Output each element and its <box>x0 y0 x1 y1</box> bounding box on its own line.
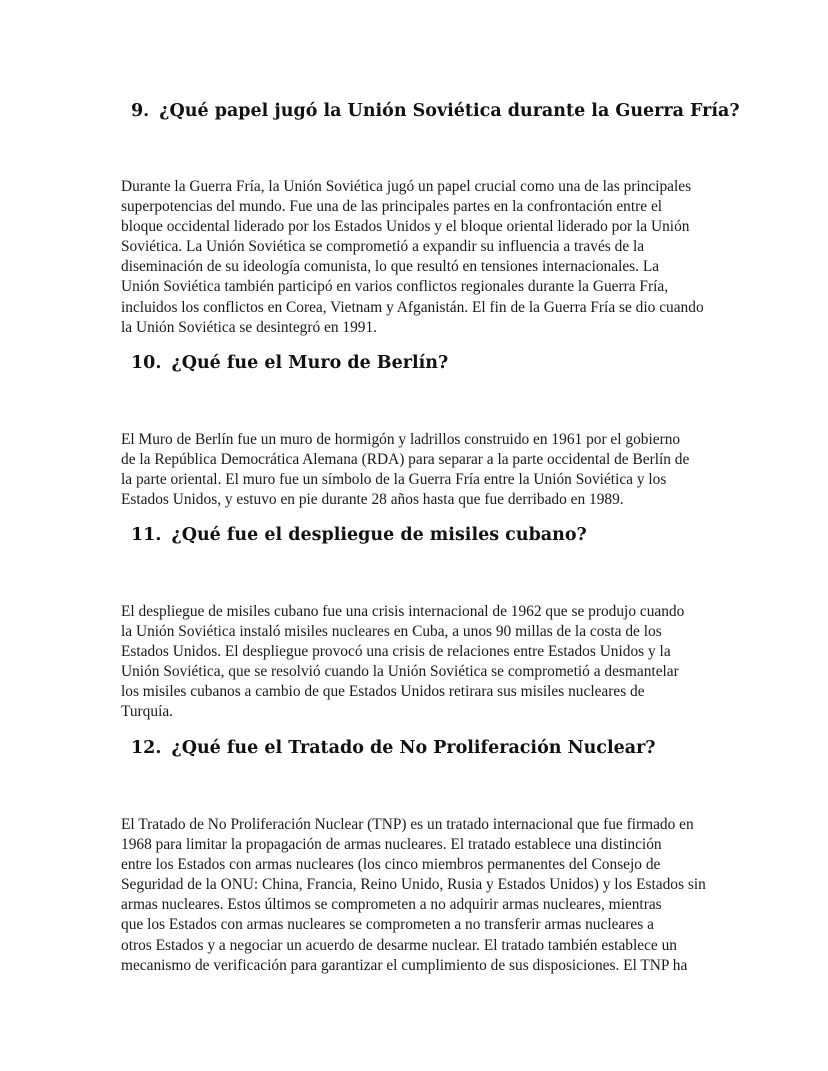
section-heading-9 <box>131 100 740 122</box>
paragraph-line: incluidos los conflictos en Corea, Vietnam y Afganistán. El fin de la Guerra Fría se dio cuando <box>121 298 704 316</box>
paragraph-line: otros Estados y a negociar un acuerdo de desarme nuclear. El tratado también establece un <box>121 936 677 954</box>
section-title: ¿Qué papel jugó la Unión Soviética durante la Guerra Fría? <box>159 101 740 121</box>
paragraph-line: de la República Democrática Alemana (RDA) para separar a la parte occidental de Berlín de <box>121 451 690 469</box>
section-title: ¿Qué fue el Tratado de No Proliferación Nuclear? <box>171 738 656 758</box>
section-paragraph-12 <box>121 815 711 976</box>
paragraph-line: El Tratado de No Proliferación Nuclear (TNP) es un tratado internacional que fue firmado en <box>121 816 694 833</box>
paragraph-line: la Unión Soviética se desintegró en 1991. <box>121 318 378 336</box>
paragraph-line: los misiles cubanos a cambio de que Estados Unidos retirara sus misiles nucleares de <box>121 683 645 701</box>
paragraph-line: entre los Estados con armas nucleares (los cinco miembros permanentes del Consejo de <box>121 856 661 874</box>
section-number: 10. <box>131 353 162 373</box>
paragraph-line: El despliegue de misiles cubano fue una crisis internacional de 1962 que se produjo cuando <box>121 603 685 620</box>
paragraph-line: bloque occidental liderado por los Estados Unidos y el bloque oriental liderado por la Unión <box>121 218 690 236</box>
section-number: 11. <box>131 525 162 545</box>
paragraph-line: armas nucleares. Estos últimos se comprometen a no adquirir armas nucleares, mientras <box>121 896 662 914</box>
section-heading-12 <box>131 737 656 759</box>
section-title: ¿Qué fue el Muro de Berlín? <box>171 353 449 373</box>
paragraph-line: mecanismo de verificación para garantizar el cumplimiento de sus disposiciones. El TNP ha <box>121 956 688 974</box>
section-title: ¿Qué fue el despliegue de misiles cubano? <box>171 525 587 545</box>
paragraph-line: la Unión Soviética instaló misiles nucleares en Cuba, a unos 90 millas de la costa de los <box>121 623 662 641</box>
paragraph-line: Estados Unidos, y estuvo en pie durante 28 años hasta que fue derribado en 1989. <box>121 491 624 509</box>
paragraph-line: superpotencias del mundo. Fue una de las principales partes en la confrontación entre el <box>121 198 663 216</box>
paragraph-line: 1968 para limitar la propagación de armas nucleares. El tratado establece una distinción <box>121 836 662 854</box>
paragraph-line: Unión Soviética también participó en varios conflictos regionales durante la Guerra Fría, <box>121 278 669 296</box>
paragraph-line: Durante la Guerra Fría, la Unión Soviética jugó un papel crucial como una de las principales <box>121 178 692 195</box>
section-heading-10 <box>131 352 448 374</box>
paragraph-line: Estados Unidos. El despliegue provocó una crisis de relaciones entre Estados Unidos y la <box>121 643 671 661</box>
section-paragraph-11 <box>121 602 711 723</box>
paragraph-line: Unión Soviética, que se resolvió cuando la Unión Soviética se comprometió a desmantelar <box>121 663 679 681</box>
section-number: 12. <box>131 738 162 758</box>
section-heading-11 <box>131 524 587 546</box>
section-number: 9. <box>131 101 150 121</box>
paragraph-line: que los Estados con armas nucleares se comprometen a no transferir armas nucleares a <box>121 916 654 934</box>
paragraph-line: Turquía. <box>121 703 174 721</box>
section-paragraph-10 <box>121 430 711 510</box>
section-paragraph-9 <box>121 177 711 338</box>
paragraph-line: Seguridad de la ONU: China, Francia, Reino Unido, Rusia y Estados Unidos) y los Estados sin <box>121 876 706 894</box>
paragraph-line: la parte oriental. El muro fue un símbolo de la Guerra Fría entre la Unión Soviética y los <box>121 471 667 489</box>
paragraph-line: Soviética. La Unión Soviética se comprometió a expandir su influencia a través de la <box>121 238 645 256</box>
paragraph-line: diseminación de su ideología comunista, lo que resultó en tensiones internacionales. La <box>121 258 660 276</box>
paragraph-line: El Muro de Berlín fue un muro de hormigón y ladrillos construido en 1961 por el gobierno <box>121 431 681 448</box>
